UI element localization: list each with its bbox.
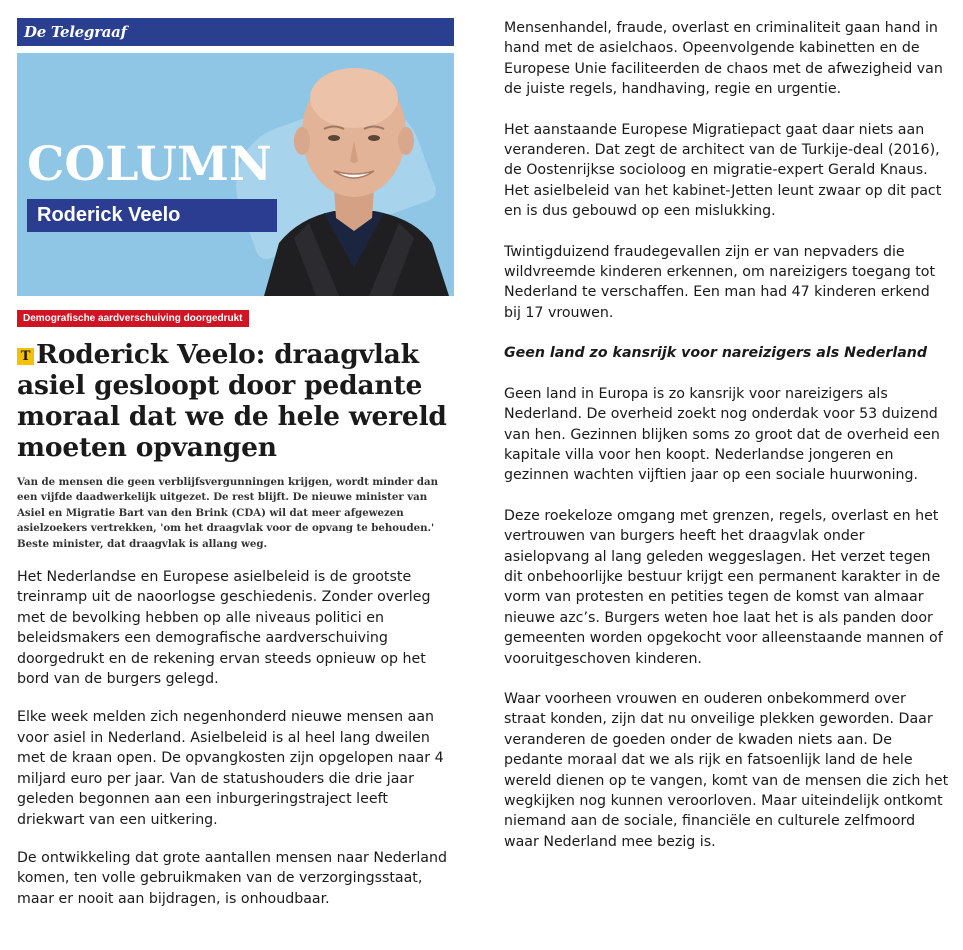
article-intro: Van de mensen die geen verblijfsvergunningen krijgen, wordt minder dan een vijfde daadwerkelijk uitgezet. De rest blijft. De nieuwe minister van Asiel en Migratie Bart van den Brink (CDA) wil dat meer afgewezen asielzoekers vertrekken, 'om het draagvlak voor de opvang te behouden.' Beste minister, dat draagvlak is allang weg. [17,476,439,550]
author-name: Roderick Veelo [37,204,181,226]
topic-tag[interactable]: Demografische aardverschuiving doorgedrukt [17,310,249,327]
body-paragraph: Mensenhandel, fraude, overlast en criminaliteit gaan hand in hand met de asielchaos. Opeenvolgende kabinetten en de Europese Unie faciliteerden de chaos met de afwezigheid van de juiste regels, handhaving, regie en urgentie. [504,20,943,98]
author-name-bar [27,199,277,232]
body-paragraph: De ontwikkeling dat grote aantallen mensen naar Nederland komen, ten volle gebruikmaken van de verzorgingsstaat, maar er nooit aan bijdragen, is onhoudbaar. [17,849,447,907]
telegraaf-logo[interactable]: De Telegraaf [24,23,127,41]
body-paragraph: Waar voorheen vrouwen en ouderen onbekommerd over straat konden, zijn dat nu onveilige plekken geworden. Daar veranderen de goeden onder de kwaden niets aan. De pedante moraal dat we als rijk en fatsoenlijk land de hele wereld dienen op te vangen, komt van de mensen die zich het wegkijken nog kunnen veroorloven. Maar uiteindelijk ontkomt niemand aan de sociale, financiële en culturele zelfmoord waar Nederland mee bezig is. [504,690,949,850]
body-paragraph: Deze roekeloze omgang met grenzen, regels, overlast en het vertrouwen van burgers heeft het draagvlak onder asielopvang al lang geleden weggeslagen. Het verzet tegen dit onbehoorlijke bestuur krijgt een permanent karakter in de vorm van protesten en petities tegen de komst van almaar nieuwe azc’s. Burgers weten hoe laat het is als panden door gemeenten worden opgekocht voor alleenstaande mannen of vooruitgeschoven kinderen. [504,507,943,667]
body-paragraph: Elke week melden zich negenhonderd nieuwe mensen aan voor asiel in Nederland. Asielbeleid is al heel lang dweilen met de kraan open. De opvangkosten zijn opgelopen naar 4 miljard euro per jaar. Van de statushouders die drie jaar geleden begonnen aan een inburgeringstraject leeft driekwart van een uitkering. [17,709,444,828]
left-column [17,18,454,909]
column-hero-image [17,53,454,296]
column-label: COLUMN [27,137,272,192]
section-subheading: Geen land zo kansrijk voor nareizigers als Nederland [504,345,928,362]
body-paragraph: Het aanstaande Europese Migratiepact gaat daar niets aan veranderen. Dat zegt de architect van de Turkije-deal (2016), de Oostenrijkse socioloog en migratie-expert Gerald Knaus. Het asielbeleid van het kabinet-Jetten leunt zwaar op dit pact en is dus gebouwd op een mislukking. [504,121,942,220]
body-paragraph: Het Nederlandse en Europese asielbeleid is de grootste treinramp uit de naoorlogse geschiedenis. Zonder overleg met de bevolking hebben op alle niveaus politici en beleidsmakers een demografische aardverschuiving doorgedrukt en de rekening ervan steeds opnieuw op het bord van de burgers gelegd. [17,569,431,688]
body-paragraph: Geen land in Europa is zo kansrijk voor nareizigers als Nederland. De overheid zoekt nog onderdak voor 53 duizend van hen. Gezinnen blijken soms zo groot dat de overheid een kapitale villa voor hen koopt. Nederlandse jongeren en gezinnen wachten vijftien jaar op een sociale huurwoning. [504,385,940,484]
author-portrait [254,53,454,296]
headline-text: Roderick Veelo: draagvlak asiel gesloopt door pedante moraal dat we de hele wereld moeten opvangen [17,339,447,463]
article-headline [17,339,454,463]
right-column [504,18,950,852]
body-paragraph: Twintigduizend fraudegevallen zijn er van nepvaders die wildvreemde kinderen erkennen, om nareizigers toegang tot Nederland te verschaffen. Een man had 47 kinderen erkend bij 17 vrouwen. [504,243,936,321]
masthead-bar [17,18,454,46]
premium-badge-icon: T [17,348,34,365]
